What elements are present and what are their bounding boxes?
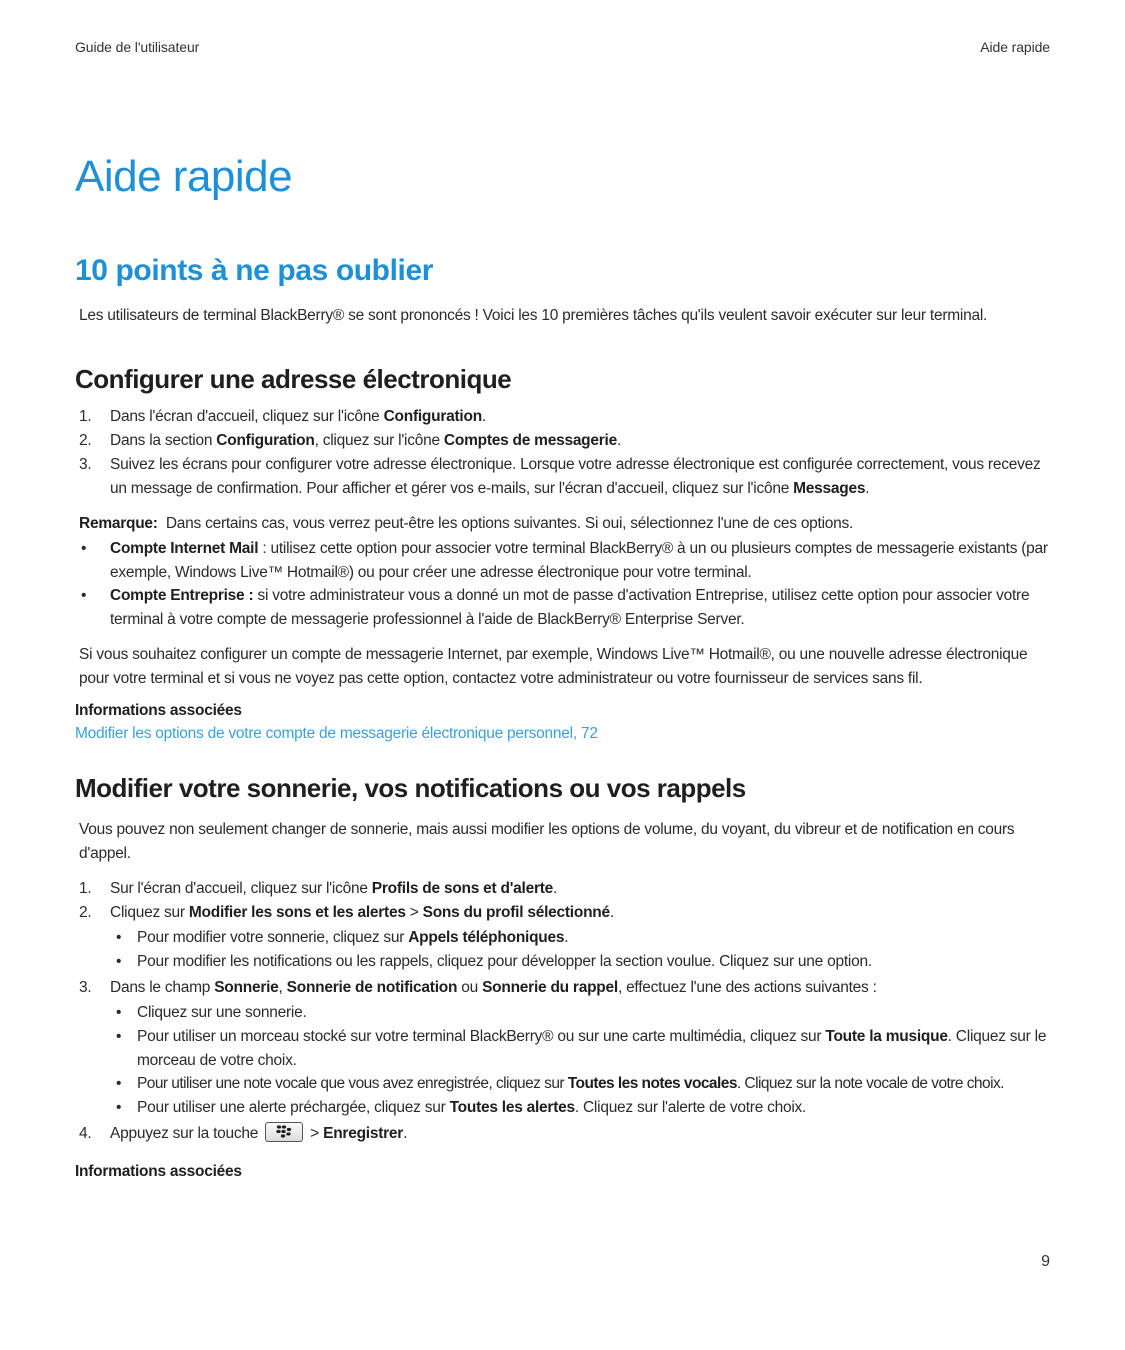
step-number: 2. bbox=[79, 904, 92, 921]
ringtone-substep: • Pour modifier votre sonnerie, cliquez sur Appels téléphoniques. bbox=[110, 926, 1050, 950]
step-number: 3. bbox=[79, 979, 92, 996]
related-info-link[interactable]: Modifier les options de votre compte de messagerie électronique personnel, 72 bbox=[75, 725, 598, 742]
running-header-left: Guide de l'utilisateur bbox=[75, 39, 200, 55]
related-info-label: Informations associées bbox=[75, 1163, 242, 1180]
email-heading: Configurer une adresse électronique bbox=[75, 364, 512, 394]
running-header-right: Aide rapide bbox=[980, 39, 1050, 55]
step-text: Suivez les écrans pour configurer votre adresse électronique. Lorsque votre adresse électronique est configurée correctement, vous recevez un message de confirmation. Pour afficher et gérer vos e-mails, sur l'écran d'accueil, cliquez sur l'icône Messages. bbox=[110, 456, 1041, 497]
related-info-label: Informations associées bbox=[75, 702, 242, 719]
ringtone-step-3: 3. Dans le champ Sonnerie, Sonnerie de notification ou Sonnerie du rappel, effectuez l'une des actions suivantes : bbox=[75, 976, 1050, 1000]
email-step-3 bbox=[75, 453, 1050, 500]
email-option-bullet: • Compte Internet Mail : utilisez cette option pour associer votre terminal BlackBerry® à un ou plusieurs comptes de messagerie existants (par exemple, Windows Live™ Hotmail®) ou pour créer une adresse électronique pour votre terminal. bbox=[75, 537, 1050, 584]
ringtone-step-1: 1. Sur l'écran d'accueil, cliquez sur l'icône Profils de sons et d'alerte. bbox=[75, 877, 1050, 901]
ringtone-intro: Vous pouvez non seulement changer de sonnerie, mais aussi modifier les options de volume, du voyant, du vibreur et de notification en cours d'appel. bbox=[79, 821, 1015, 862]
step-number: 1. bbox=[79, 880, 92, 897]
bullet: • bbox=[116, 1099, 122, 1116]
email-paragraph: Si vous souhaitez configurer un compte de messagerie Internet, par exemple, Windows Live™ Hotmail®, ou une nouvelle adresse électronique pour votre terminal et si vous ne voyez pas cette option, contactez votre administrateur ou votre fournisseur de services sans fil. bbox=[79, 646, 1028, 687]
email-option-bullet: • Compte Entreprise : si votre administrateur vous a donné un mot de passe d'activation Entreprise, utilisez cette option pour associer votre terminal à votre compte de messagerie professionnel à l'aide de BlackBerry® Enterprise Server. bbox=[75, 584, 1050, 631]
bullet: • bbox=[116, 1004, 122, 1021]
bullet: • bbox=[116, 953, 122, 970]
step-number: 2. bbox=[79, 432, 92, 449]
step-number: 4. bbox=[79, 1125, 92, 1142]
ringtone-substep: • Pour utiliser une note vocale que vous avez enregistrée, cliquez sur Toutes les notes vocales. Cliquez sur la note vocale de votre choix. bbox=[110, 1072, 1050, 1096]
ringtone-step-2: 2. Cliquez sur Modifier les sons et les alertes > Sons du profil sélectionné. bbox=[75, 901, 1050, 925]
step-text: Dans la section Configuration, cliquez sur l'icône Comptes de messagerie. bbox=[110, 432, 622, 449]
page-number: 9 bbox=[1041, 1253, 1050, 1270]
blackberry-menu-key-icon bbox=[265, 1122, 303, 1142]
bullet: • bbox=[116, 1028, 122, 1045]
ringtone-step-4: 4. Appuyez sur la touche > Enregistrer. bbox=[75, 1122, 1050, 1146]
ringtone-substep: • Pour utiliser une alerte préchargée, cliquez sur Toutes les alertes. Cliquez sur l'alerte de votre choix. bbox=[110, 1096, 1050, 1120]
step-number: 1. bbox=[79, 408, 92, 425]
ringtone-substep: • Pour modifier les notifications ou les rappels, cliquez pour développer la section voulue. Cliquez sur une option. bbox=[110, 950, 1050, 974]
page-title: Aide rapide bbox=[75, 152, 293, 201]
step-text: Dans l'écran d'accueil, cliquez sur l'icône Configuration. bbox=[110, 408, 486, 425]
ringtone-substep: • Cliquez sur une sonnerie. bbox=[110, 1001, 1050, 1025]
bullet: • bbox=[81, 587, 87, 604]
note-label: Remarque: bbox=[79, 515, 158, 532]
email-step-2 bbox=[75, 429, 1050, 453]
section-title: 10 points à ne pas oublier bbox=[75, 254, 434, 287]
ringtone-heading: Modifier votre sonnerie, vos notifications ou vos rappels bbox=[75, 773, 746, 803]
email-note bbox=[75, 512, 1050, 536]
note-text: Dans certains cas, vous verrez peut-être les options suivantes. Si oui, sélectionnez l'une de ces options. bbox=[165, 515, 854, 532]
bullet: • bbox=[81, 540, 87, 557]
step-number: 3. bbox=[79, 456, 92, 473]
bullet: • bbox=[116, 929, 122, 946]
bullet: • bbox=[116, 1075, 122, 1092]
section-intro: Les utilisateurs de terminal BlackBerry® se sont prononcés ! Voici les 10 premières tâches qu'ils veulent savoir exécuter sur leur terminal. bbox=[79, 307, 988, 324]
email-step-1 bbox=[75, 405, 1050, 429]
ringtone-substep: • Pour utiliser un morceau stocké sur votre terminal BlackBerry® ou sur une carte multimédia, cliquez sur Toute la musique. Cliquez sur le morceau de votre choix. bbox=[110, 1025, 1050, 1072]
